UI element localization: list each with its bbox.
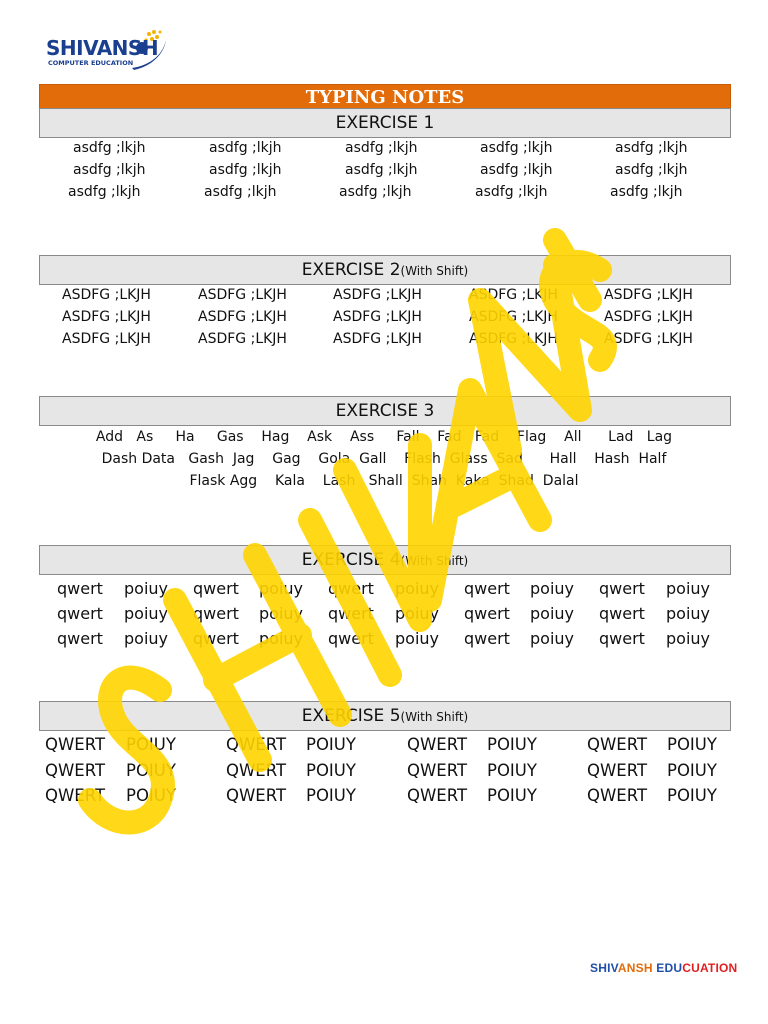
exercise-2-cell: ASDFG ;LKJH: [469, 287, 558, 303]
exercise-5-cell: POIUY: [667, 735, 717, 754]
exercise-1-cell: asdfg ;lkjh: [209, 140, 282, 156]
exercise-5-cell: QWERT: [226, 786, 287, 805]
exercise-5-cell: POIUY: [126, 735, 176, 754]
exercise-4-cell: qwert: [193, 604, 239, 623]
exercise-5-cell: POIUY: [306, 761, 356, 780]
exercise-1-cell: asdfg ;lkjh: [345, 162, 418, 178]
exercise-4-title: EXERCISE 4: [301, 550, 401, 570]
exercise-1-cell: asdfg ;lkjh: [209, 162, 282, 178]
exercise-4-cell: poiuy: [395, 604, 439, 623]
exercise-5-subtitle: (With Shift): [400, 710, 469, 724]
exercise-5-cell: QWERT: [407, 761, 468, 780]
exercise-1-cell: asdfg ;lkjh: [68, 184, 141, 200]
exercise-1-row: [0, 162, 768, 182]
exercise-1-cell: asdfg ;lkjh: [475, 184, 548, 200]
exercise-4-cell: poiuy: [395, 629, 439, 648]
exercise-4-row: [0, 604, 768, 624]
footer-part: EDU: [652, 961, 683, 975]
exercise-5-row: [0, 735, 768, 755]
exercise-4-cell: qwert: [328, 579, 374, 598]
exercise-4-cell: poiuy: [530, 579, 574, 598]
exercise-2-cell: ASDFG ;LKJH: [62, 287, 151, 303]
exercise-2-row: [0, 331, 768, 351]
exercise-2-row: [0, 287, 768, 307]
exercise-2-subtitle: (With Shift): [400, 264, 469, 278]
exercise-3-row: Dash Data Gash Jag Gag Gola Gall Flash Glass Sad Hall Hash Half: [101, 451, 667, 467]
exercise-1-cell: asdfg ;lkjh: [480, 140, 553, 156]
exercise-3-row: Flask Agg Kala Lash Shall Shah Kaka Shad Dalal: [189, 473, 579, 489]
exercise-5-row: [0, 786, 768, 806]
exercise-5-cell: QWERT: [45, 761, 106, 780]
exercise-2-row: [0, 309, 768, 329]
exercise-2-cell: ASDFG ;LKJH: [198, 287, 287, 303]
exercise-1-cell: asdfg ;lkjh: [204, 184, 277, 200]
exercise-2-header: [39, 255, 731, 285]
exercise-4-row: [0, 629, 768, 649]
exercise-2-cell: ASDFG ;LKJH: [469, 331, 558, 347]
exercise-4-cell: qwert: [193, 579, 239, 598]
exercise-4-cell: qwert: [599, 604, 645, 623]
exercise-4-cell: poiuy: [530, 629, 574, 648]
exercise-2-cell: ASDFG ;LKJH: [198, 309, 287, 325]
exercise-4-cell: qwert: [328, 604, 374, 623]
page-title: TYPING NOTES: [39, 84, 731, 109]
exercise-5-cell: POIUY: [487, 761, 537, 780]
exercise-4-cell: poiuy: [530, 604, 574, 623]
exercise-4-cell: poiuy: [395, 579, 439, 598]
exercise-1-cell: asdfg ;lkjh: [480, 162, 553, 178]
exercise-5-cell: POIUY: [667, 786, 717, 805]
exercise-4-header: [39, 545, 731, 575]
exercise-5-cell: POIUY: [306, 735, 356, 754]
exercise-1-cell: asdfg ;lkjh: [345, 140, 418, 156]
exercise-4-cell: qwert: [193, 629, 239, 648]
exercise-1-title: EXERCISE 1: [335, 113, 435, 133]
exercise-5-row: [0, 761, 768, 781]
exercise-4-cell: qwert: [464, 629, 510, 648]
exercise-2-cell: ASDFG ;LKJH: [198, 331, 287, 347]
exercise-5-cell: QWERT: [587, 735, 648, 754]
exercise-4-cell: poiuy: [259, 604, 303, 623]
exercise-2-cell: ASDFG ;LKJH: [333, 331, 422, 347]
brand-logo: [46, 28, 176, 74]
exercise-5-cell: QWERT: [226, 761, 287, 780]
exercise-2-title: EXERCISE 2: [301, 260, 401, 280]
exercise-5-cell: QWERT: [407, 735, 468, 754]
exercise-4-cell: qwert: [57, 604, 103, 623]
exercise-2-cell: ASDFG ;LKJH: [62, 309, 151, 325]
exercise-1-cell: asdfg ;lkjh: [339, 184, 412, 200]
exercise-3-row: Add As Ha Gas Hag Ask Ass Fall Fad Fad Flag All Lad Lag: [95, 429, 673, 445]
exercise-4-cell: poiuy: [666, 579, 710, 598]
exercise-5-cell: QWERT: [45, 786, 106, 805]
exercise-4-cell: poiuy: [666, 629, 710, 648]
exercise-2-cell: ASDFG ;LKJH: [62, 331, 151, 347]
exercise-5-header: [39, 701, 731, 731]
exercise-4-cell: poiuy: [666, 604, 710, 623]
exercise-4-cell: qwert: [57, 629, 103, 648]
footer-part: ANSH: [617, 961, 653, 975]
exercise-5-cell: QWERT: [587, 786, 648, 805]
exercise-4-cell: qwert: [328, 629, 374, 648]
exercise-4-cell: qwert: [599, 579, 645, 598]
exercise-5-cell: POIUY: [126, 761, 176, 780]
exercise-4-cell: poiuy: [124, 579, 168, 598]
exercise-4-cell: poiuy: [259, 629, 303, 648]
exercise-5-cell: QWERT: [587, 761, 648, 780]
exercise-1-cell: asdfg ;lkjh: [615, 140, 688, 156]
exercise-1-row: [0, 184, 768, 204]
exercise-2-cell: ASDFG ;LKJH: [469, 309, 558, 325]
footer-brand: [590, 961, 737, 975]
exercise-5-cell: POIUY: [487, 735, 537, 754]
exercise-4-cell: poiuy: [124, 604, 168, 623]
exercise-2-cell: ASDFG ;LKJH: [604, 309, 693, 325]
logo-subtitle: COMPUTER EDUCATION: [48, 59, 134, 67]
exercise-4-cell: qwert: [599, 629, 645, 648]
exercise-1-row: [0, 140, 768, 160]
exercise-1-cell: asdfg ;lkjh: [615, 162, 688, 178]
exercise-2-cell: ASDFG ;LKJH: [333, 287, 422, 303]
exercise-5-cell: QWERT: [45, 735, 106, 754]
exercise-4-cell: qwert: [464, 604, 510, 623]
exercise-3-header: [39, 396, 731, 426]
exercise-4-subtitle: (With Shift): [400, 554, 469, 568]
exercise-5-cell: POIUY: [667, 761, 717, 780]
exercise-2-cell: ASDFG ;LKJH: [333, 309, 422, 325]
footer-part: SHIV: [590, 961, 618, 975]
exercise-1-header: [39, 108, 731, 138]
exercise-4-cell: qwert: [464, 579, 510, 598]
exercise-4-row: [0, 579, 768, 599]
exercise-5-cell: QWERT: [407, 786, 468, 805]
exercise-4-cell: qwert: [57, 579, 103, 598]
exercise-3-title: EXERCISE 3: [335, 401, 435, 421]
footer-part: CUATION: [682, 961, 738, 975]
exercise-1-cell: asdfg ;lkjh: [73, 140, 146, 156]
exercise-5-cell: QWERT: [226, 735, 287, 754]
logo-title: SHIVANSH: [46, 36, 159, 60]
exercise-5-cell: POIUY: [306, 786, 356, 805]
exercise-1-cell: asdfg ;lkjh: [610, 184, 683, 200]
exercise-1-cell: asdfg ;lkjh: [73, 162, 146, 178]
exercise-4-cell: poiuy: [124, 629, 168, 648]
exercise-5-title: EXERCISE 5: [301, 706, 401, 726]
exercise-4-cell: poiuy: [259, 579, 303, 598]
exercise-2-cell: ASDFG ;LKJH: [604, 331, 693, 347]
exercise-5-cell: POIUY: [487, 786, 537, 805]
exercise-2-cell: ASDFG ;LKJH: [604, 287, 693, 303]
exercise-5-cell: POIUY: [126, 786, 176, 805]
